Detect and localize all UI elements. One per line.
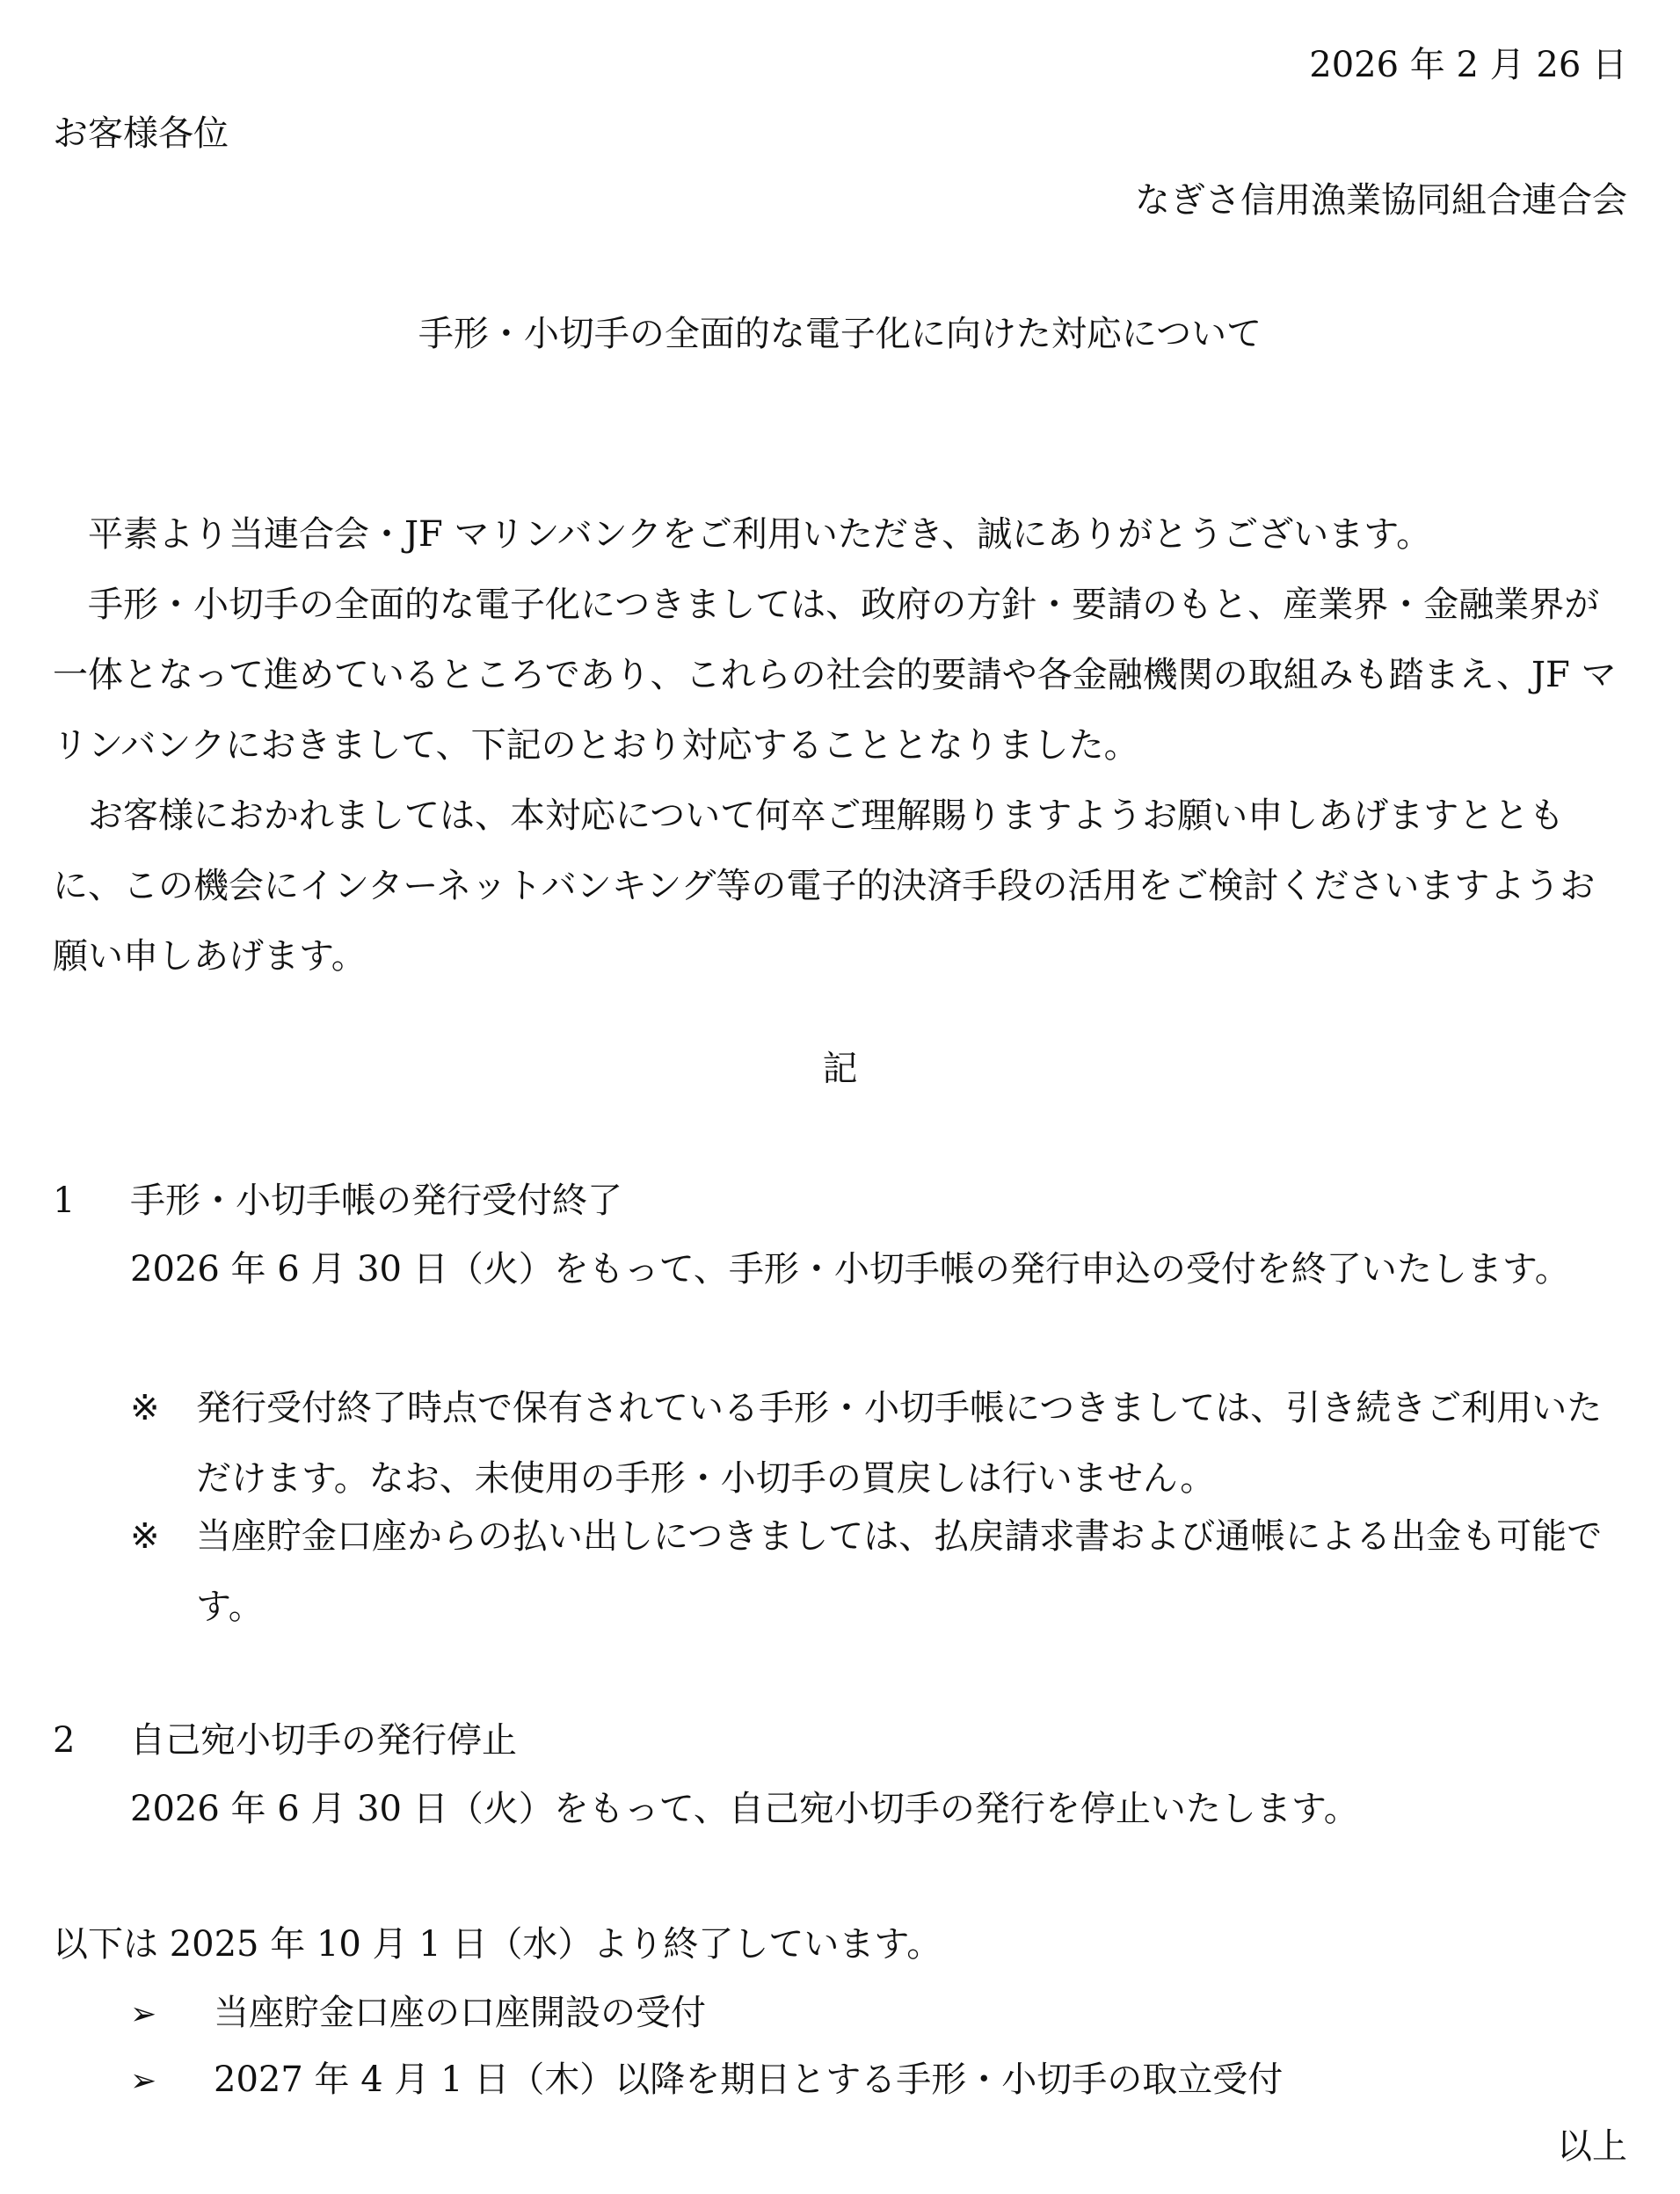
document-title: 手形・小切手の全面的な電子化に向けた対応について bbox=[418, 314, 1262, 354]
ki-heading: 記 bbox=[822, 1049, 858, 1089]
item-heading: 手形・小切手帳の発行受付終了 bbox=[130, 1181, 622, 1221]
item-body: 2026 年 6 月 30 日（火）をもって、手形・小切手帳の発行申込の受付を終了いたします。 bbox=[130, 1249, 1570, 1290]
bullet-text: 当座貯金口座の口座開設の受付 bbox=[214, 1993, 706, 2033]
note-mark: ※ bbox=[130, 1388, 160, 1428]
item-body: 2026 年 6 月 30 日（火）をもって、自己宛小切手の発行を停止いたします。 bbox=[130, 1789, 1359, 1829]
note-text: 当座貯金口座からの払い出しにつきましては、払戻請求書および通帳による出金も可能です。 bbox=[196, 1516, 1603, 1627]
arrow-bullet-icon: ➢ bbox=[130, 1996, 157, 2032]
item-heading: 自己宛小切手の発行停止 bbox=[130, 1720, 517, 1761]
body-paragraph-greeting: 平素より当連合会・JF マリンバンクをご利用いただき、誠にありがとうございます。 bbox=[88, 514, 1432, 555]
body-paragraph-background: 手形・小切手の全面的な電子化につきましては、政府の方針・要請のもと、産業界・金融業界が一体となって進めているところであり、これらの社会的要請や各金融機関の取組みも踏まえ、JF マリンバンクにおきまして、下記のとおり対応することとなりました。 bbox=[53, 585, 1617, 766]
body-paragraph-request: お客様におかれましては、本対応について何卒ご理解賜りますようお願い申しあげますとともに、この機会にインターネットバンキング等の電子的決済手段の活用をご検討くださいますようお願い申しあげます。 bbox=[53, 796, 1596, 977]
issue-date: 2026 年 2 月 26 日 bbox=[1309, 45, 1627, 85]
arrow-bullet-icon: ➢ bbox=[130, 2063, 157, 2099]
addressee: お客様各位 bbox=[53, 113, 229, 154]
item-number: 1 bbox=[53, 1181, 76, 1221]
ended-bullet bbox=[130, 2045, 1283, 2117]
item-number: 2 bbox=[53, 1720, 76, 1761]
sender-organization: なぎさ信用漁業協同組合連合会 bbox=[1135, 180, 1627, 221]
note-mark: ※ bbox=[130, 1516, 160, 1557]
ended-bullet bbox=[130, 1978, 706, 2050]
ended-intro: 以下は 2025 年 10 月 1 日（水）より終了しています。 bbox=[53, 1924, 942, 1965]
closing-ijou: 以上 bbox=[1557, 2126, 1627, 2167]
bullet-text: 2027 年 4 月 1 日（木）以降を期日とする手形・小切手の取立受付 bbox=[214, 2060, 1284, 2100]
note-text: 発行受付終了時点で保有されている手形・小切手帳につきましては、引き続きご利用いただけます。なお、未使用の手形・小切手の買戻しは行いません。 bbox=[196, 1388, 1603, 1499]
